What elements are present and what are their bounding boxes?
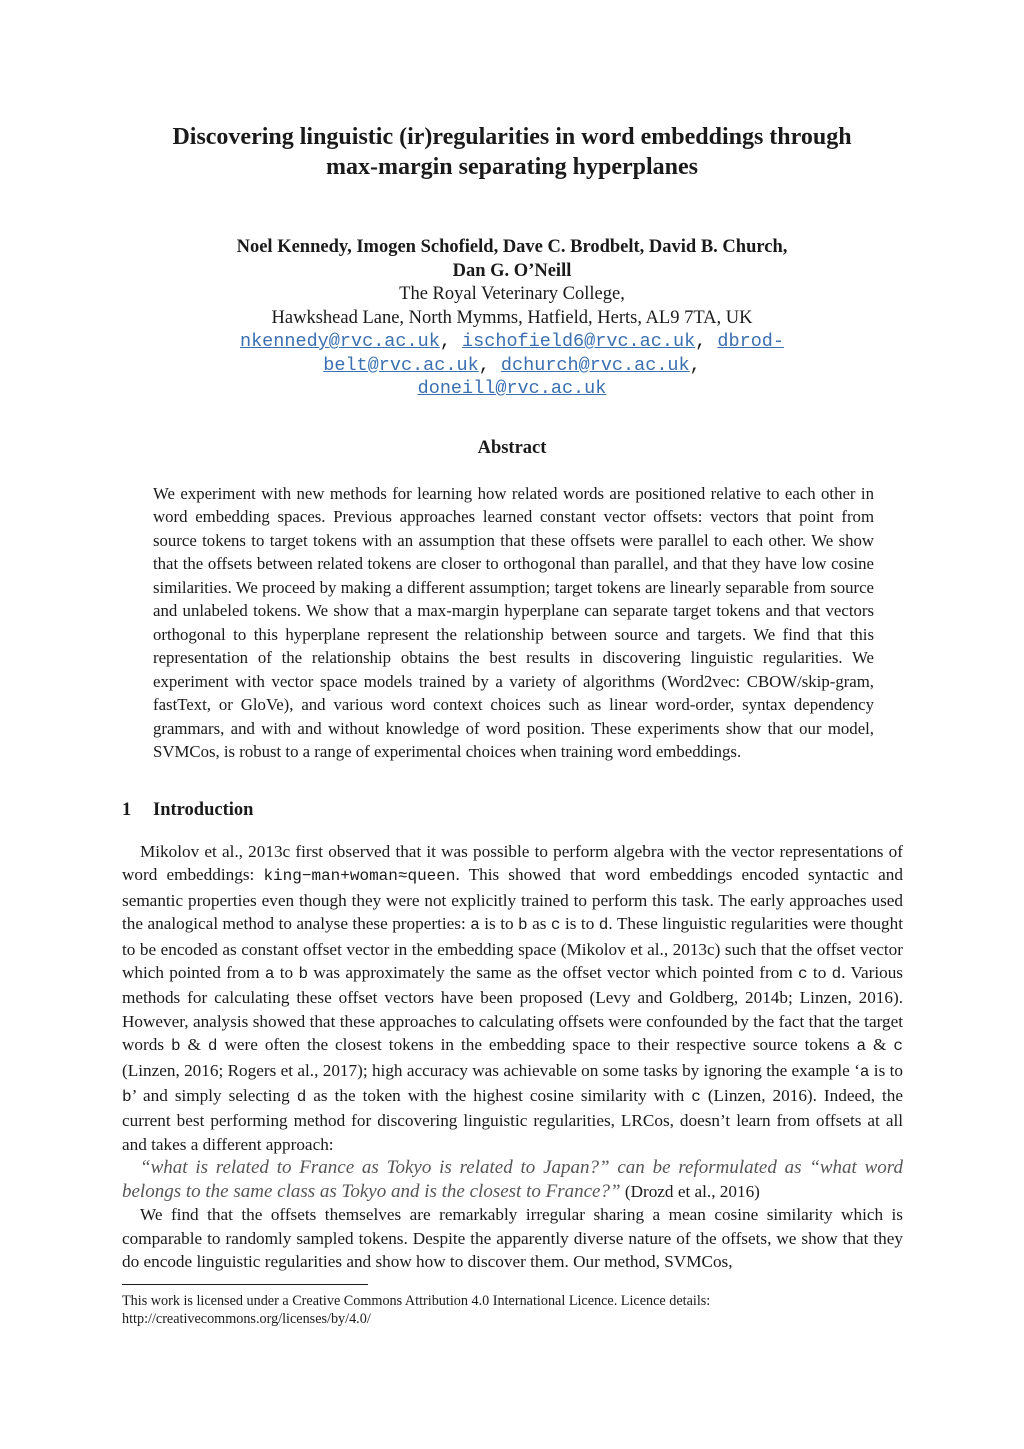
code-token: c <box>893 1037 903 1056</box>
code-token: d <box>296 1088 307 1107</box>
text-run: . This showed that word embeddings encoded syntactic and semantic properties even though they were not explicitly trained to perform this task. The early approaches used the analogical method to analyse these properties: <box>122 865 903 934</box>
title-line-2: max-margin separating hyperplanes <box>326 154 698 180</box>
footnote-license-url[interactable]: http://creativecommons.org/licenses/by/4.0/ <box>122 1311 371 1327</box>
text-run: was approximately the same as the offset vector which pointed from <box>308 963 799 983</box>
code-equation: king−man+woman≈queen <box>263 867 456 886</box>
code-token: a <box>470 916 480 935</box>
code-token: c <box>691 1088 701 1107</box>
block-quote <box>122 1156 903 1203</box>
quote-citation: (Drozd et al., 2016) <box>620 1181 760 1201</box>
introduction-paragraph-1 <box>122 840 903 1156</box>
abstract-heading: Abstract <box>477 438 547 458</box>
code-token: d <box>831 965 842 984</box>
email-link-nkennedy[interactable]: nkennedy@rvc.ac.uk <box>239 331 440 352</box>
affiliation <box>100 283 924 330</box>
quote-text: “what is related to France as Tokyo is related to Japan?” can be reformulated as “what word belongs to the same class as Tokyo and is the closest to France?” <box>122 1157 903 1202</box>
license-footnote <box>122 1292 903 1328</box>
text-run: & <box>180 1035 208 1055</box>
author-names-line-1: Noel Kennedy, Imogen Schofield, Dave C. Brodbelt, David B. Church, <box>236 237 788 257</box>
code-token: a <box>856 1037 867 1056</box>
footnote-rule <box>122 1284 368 1285</box>
email-link-dbrodbelt-part1[interactable]: dbrod- <box>717 331 785 352</box>
email-link-doneill[interactable]: doneill@rvc.ac.uk <box>417 378 607 399</box>
section-number: 1 <box>122 800 132 820</box>
text-run: (Linzen, 2016; Rogers et al., 2017); high accuracy was achievable on some tasks by ignoring the example ‘ <box>122 1060 860 1080</box>
code-token: b <box>518 916 528 935</box>
text-run: to <box>274 963 299 983</box>
author-emails: nkennedy@rvc.ac.uk, ischofield6@rvc.ac.uk, dbrod- belt@rvc.ac.uk, dchurch@rvc.ac.uk, doneill@rvc.ac.uk <box>239 331 785 399</box>
text-run: were often the closest tokens in the embedding space to their respective source tokens <box>217 1035 857 1055</box>
author-names-line-2: Dan G. O’Neill <box>452 260 572 281</box>
text-run: is to <box>869 1060 903 1080</box>
introduction-paragraph-2: We find that the offsets themselves are remarkably irregular sharing a mean cosine similarity which is comparable to randomly sampled tokens. Despite the apparently diverse nature of the offsets, we show that they do encode linguistic regularities and show how to discover them. Our method, SVMCos, <box>122 1205 903 1271</box>
affiliation-line-2: Hawkshead Lane, North Mymms, Hatfield, Herts, AL9 7TA, UK <box>271 307 753 328</box>
introduction-body <box>122 840 903 1273</box>
paper-title <box>100 122 924 182</box>
text-run: (Linzen, 2016). Indeed, the current best performing method for discovering linguistic regularities, LRCos, doesn’t learn from offsets at all and takes a different approach: <box>122 1086 903 1154</box>
code-token: a <box>859 1062 870 1081</box>
text-run: is to <box>560 914 599 934</box>
code-token: c <box>798 965 808 984</box>
text-run: Mikolov et al., 2013c first observed that it was possible to perform algebra with the vector representations of word embeddings: <box>122 842 903 885</box>
text-run: as the token with the highest cosine similarity with <box>306 1086 692 1106</box>
code-token: b <box>298 965 309 984</box>
title-line-1: Discovering linguistic (ir)regularities in word embeddings through <box>172 124 852 150</box>
email-link-dbrodbelt-part2[interactable]: belt@rvc.ac.uk <box>323 354 479 376</box>
email-link-ischofield[interactable]: ischofield6@rvc.ac.uk <box>462 331 696 352</box>
section-title: Introduction <box>153 800 254 820</box>
email-link-dchurch[interactable]: dchurch@rvc.ac.uk <box>500 354 690 376</box>
affiliation-line-1: The Royal Veterinary College, <box>399 284 625 304</box>
text-run: is to <box>479 914 519 934</box>
code-token: b <box>170 1037 181 1056</box>
code-token: a <box>264 965 275 984</box>
code-token: d <box>207 1037 218 1056</box>
code-token: b <box>122 1088 132 1107</box>
author-block <box>100 236 924 401</box>
footnote-line-1: This work is licensed under a Creative Commons Attribution 4.0 International Licence. Licence details: <box>122 1293 711 1309</box>
text-run: . Various methods for calculating these offset vectors have been proposed (Levy and Goldberg, 2014b; Linzen, 2016). However, analysis showed that these approaches to calculating offsets were confounded by the fact that the target words <box>122 963 903 1055</box>
text-run: & <box>866 1035 894 1055</box>
author-names <box>100 236 924 283</box>
text-run: to <box>807 963 832 983</box>
text-run: . These linguistic regularities were thought to be encoded as constant offset vector in the embedding space (Mikolov et al., 2013c) such that the offset vector which pointed from <box>122 914 903 983</box>
section-heading-introduction <box>122 800 253 821</box>
abstract-text: We experiment with new methods for learning how related words are positioned relative to each other in word embedding spaces. Previous approaches learned constant vector offsets: vectors that point from source tokens to target tokens with an assumption that these offsets were parallel to each other. We show that the offsets between related tokens are closer to orthogonal than parallel, and that they have low cosine similarities. We proceed by making a different assumption; target tokens are linearly separable from source and unlabeled tokens. We show that a max-margin hyperplane can separate target tokens and that vectors orthogonal to this hyperplane represent the relationship between source and targets. We find that this representation of the relationship obtains the best results in discovering linguistic regularities. We experiment with vector space models trained by a variety of algorithms (Word2vec: CBOW/skip-gram, fastText, or GloVe), and various word context choices such as linear word-order, syntax dependency grammars, and with and without knowledge of word position. These experiments show that our model, SVMCos, is robust to a range of experimental choices when training word embeddings. <box>153 484 874 761</box>
code-token: d <box>598 916 609 935</box>
code-token: c <box>550 916 561 935</box>
text-run: as <box>527 914 551 934</box>
text-run: ’ and simply selecting <box>131 1086 297 1106</box>
